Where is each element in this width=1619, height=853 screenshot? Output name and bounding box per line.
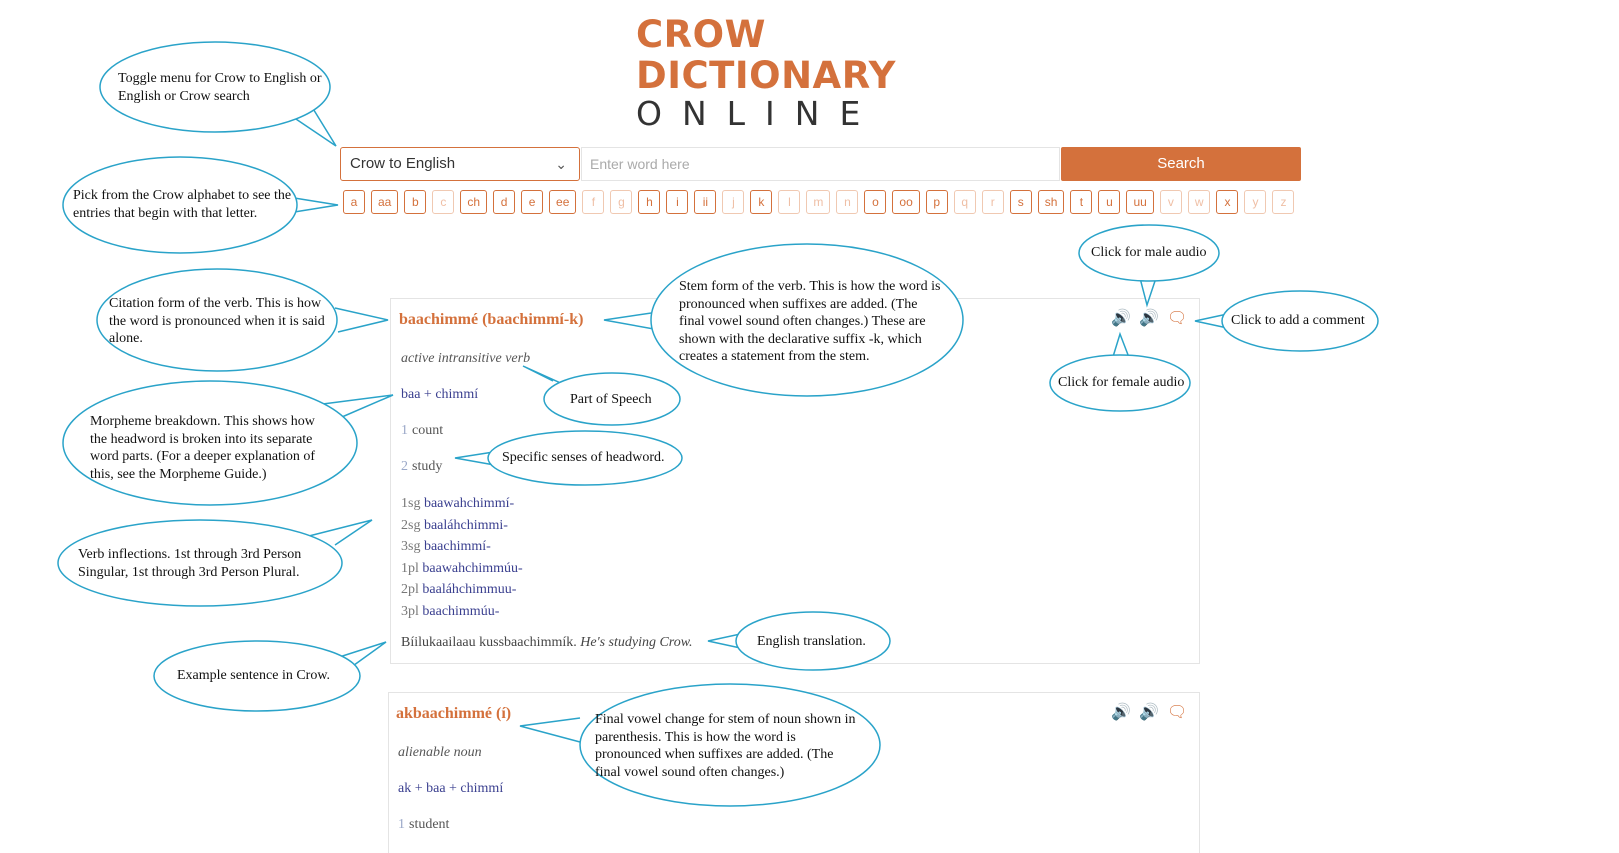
- inflection-form[interactable]: baachimmí-: [423, 539, 491, 554]
- male-audio-speaker-icon[interactable]: 🔊: [1111, 310, 1131, 327]
- female-audio-speaker-icon[interactable]: 🔊: [1139, 310, 1159, 327]
- inflection-person: 3sg: [401, 539, 421, 554]
- alphabet-letter-button[interactable]: b: [404, 190, 426, 214]
- alphabet-letter-button: v: [1160, 190, 1182, 214]
- logo-line-1: CROW: [636, 13, 766, 56]
- alphabet-letter-button: f: [582, 190, 604, 214]
- sense-number: 2: [401, 459, 408, 474]
- inflection-person: 1sg: [401, 496, 421, 511]
- sense-text: student: [409, 817, 450, 832]
- inflection-form[interactable]: baachimmúu-: [422, 603, 500, 619]
- inflection-form[interactable]: baawahchimmí-: [423, 496, 515, 511]
- alphabet-letter-button[interactable]: u: [1098, 190, 1120, 214]
- callout-bubble-citation: [335, 308, 388, 332]
- callout-final-vowel: Final vowel change for stem of noun shown in parenthesis. This is how the word is pronounced when suffixes are added. (The final vowel sound often changes.): [595, 712, 856, 780]
- callout-comment: Click to add a comment: [1231, 313, 1365, 328]
- callout-toggle-menu: Toggle menu for Crow to English or English or Crow search: [118, 71, 322, 104]
- morpheme-breakdown[interactable]: ak + baa + chimmí: [398, 781, 504, 796]
- alphabet-letter-button[interactable]: o: [864, 190, 886, 214]
- headword: baachimmé (baachimmí-k): [399, 311, 584, 328]
- headword: akbaachimmé (í): [396, 705, 512, 722]
- alphabet-letter-button: m: [806, 190, 830, 214]
- alphabet-letter-button: g: [610, 190, 632, 214]
- comment-bubble-icon[interactable]: 🗨: [1167, 310, 1188, 327]
- comment-bubble-icon[interactable]: 🗨: [1167, 704, 1188, 721]
- alphabet-letter-button[interactable]: s: [1010, 190, 1032, 214]
- alphabet-letter-button[interactable]: p: [926, 190, 948, 214]
- alphabet-letter-button[interactable]: a: [343, 190, 365, 214]
- callout-senses: Specific senses of headword.: [502, 450, 665, 465]
- alphabet-letter-button: w: [1188, 190, 1211, 214]
- alphabet-letter-button: n: [836, 190, 858, 214]
- alphabet-letter-button[interactable]: aa: [371, 190, 398, 214]
- sense-text: study: [412, 459, 443, 474]
- alphabet-letter-button[interactable]: d: [493, 190, 515, 214]
- alphabet-letter-button[interactable]: oo: [892, 190, 919, 214]
- sense-number: 1: [398, 817, 405, 832]
- callout-inflections: Verb inflections. 1st through 3rd Person Singular, 1st through 3rd Person Plural.: [78, 547, 302, 580]
- example-crow: Bíilukaailaau kussbaachimmík.: [401, 635, 577, 650]
- alphabet-letter-button[interactable]: t: [1070, 190, 1092, 214]
- inflection-form[interactable]: baawahchimmúu-: [422, 560, 523, 576]
- example-english: He's studying Crow.: [580, 635, 693, 650]
- alphabet-letter-button[interactable]: ii: [694, 190, 716, 214]
- alphabet-letter-button[interactable]: h: [638, 190, 660, 214]
- part-of-speech: active intransitive verb: [401, 351, 531, 366]
- callout-bubble-final-vowel: [520, 718, 580, 742]
- alphabet-letter-button[interactable]: i: [666, 190, 688, 214]
- callout-stem: Stem form of the verb. This is how the word is pronounced when suffixes are added. (The final vowel sound often changes.) These are shown with the declarative suffix -k, which creates a statement from the stem.: [679, 279, 941, 364]
- inflection-person: 2sg: [401, 517, 421, 533]
- callout-male-audio: Click for male audio: [1091, 245, 1207, 260]
- callout-bubble-male-audio: [1140, 278, 1156, 305]
- callout-alphabet: Pick from the Crow alphabet to see the entries that begin with that letter.: [73, 188, 292, 221]
- callout-citation: Citation form of the verb. This is how the word is pronounced when it is said alone.: [109, 296, 325, 346]
- alphabet-letter-button: c: [432, 190, 454, 214]
- logo-line-3: ONLINE: [636, 94, 881, 133]
- callout-female-audio: Click for female audio: [1058, 375, 1185, 390]
- alphabet-letter-button[interactable]: ee: [549, 190, 576, 214]
- part-of-speech: alienable noun: [398, 745, 482, 760]
- search-mode-value: Crow to English: [350, 155, 456, 172]
- search-button[interactable]: Search: [1061, 147, 1301, 181]
- alphabet-letter-button[interactable]: e: [521, 190, 543, 214]
- alphabet-letter-button[interactable]: sh: [1038, 190, 1065, 214]
- alphabet-letter-button[interactable]: k: [750, 190, 772, 214]
- inflection-form[interactable]: baaláhchimmuu-: [422, 582, 517, 597]
- alphabet-letter-button: l: [778, 190, 800, 214]
- alphabet-letter-button[interactable]: uu: [1126, 190, 1153, 214]
- chevron-down-icon: ⌄: [555, 156, 567, 172]
- callout-english-translation: English translation.: [757, 634, 866, 649]
- alphabet-letter-button: q: [954, 190, 976, 214]
- sense-number: 1: [401, 423, 408, 438]
- alphabet-letter-button: j: [722, 190, 744, 214]
- callout-example-sentence: Example sentence in Crow.: [177, 668, 331, 683]
- inflection-person: 2pl: [401, 582, 419, 597]
- alphabet-letter-button[interactable]: x: [1216, 190, 1238, 214]
- inflection-person: 3pl: [401, 603, 419, 619]
- alphabet-letter-button: r: [982, 190, 1004, 214]
- callout-part-of-speech: Part of Speech: [570, 392, 652, 407]
- female-audio-speaker-icon[interactable]: 🔊: [1139, 704, 1159, 721]
- logo-line-2: DICTIONARY: [636, 54, 896, 97]
- alphabet-letter-button: z: [1272, 190, 1294, 214]
- alphabet-letter-button: y: [1244, 190, 1266, 214]
- inflection-form[interactable]: baaláhchimmi-: [423, 517, 508, 533]
- callout-morpheme: Morpheme breakdown. This shows how the headword is broken into its separate word parts. (For a deeper explanation of this, see the Morpheme Guide.): [90, 414, 316, 482]
- sense-text: count: [412, 423, 444, 438]
- inflection-person: 1pl: [401, 560, 419, 576]
- male-audio-speaker-icon[interactable]: 🔊: [1111, 704, 1131, 721]
- morpheme-breakdown[interactable]: baa + chimmí: [401, 387, 479, 402]
- alphabet-letter-button[interactable]: ch: [460, 190, 487, 214]
